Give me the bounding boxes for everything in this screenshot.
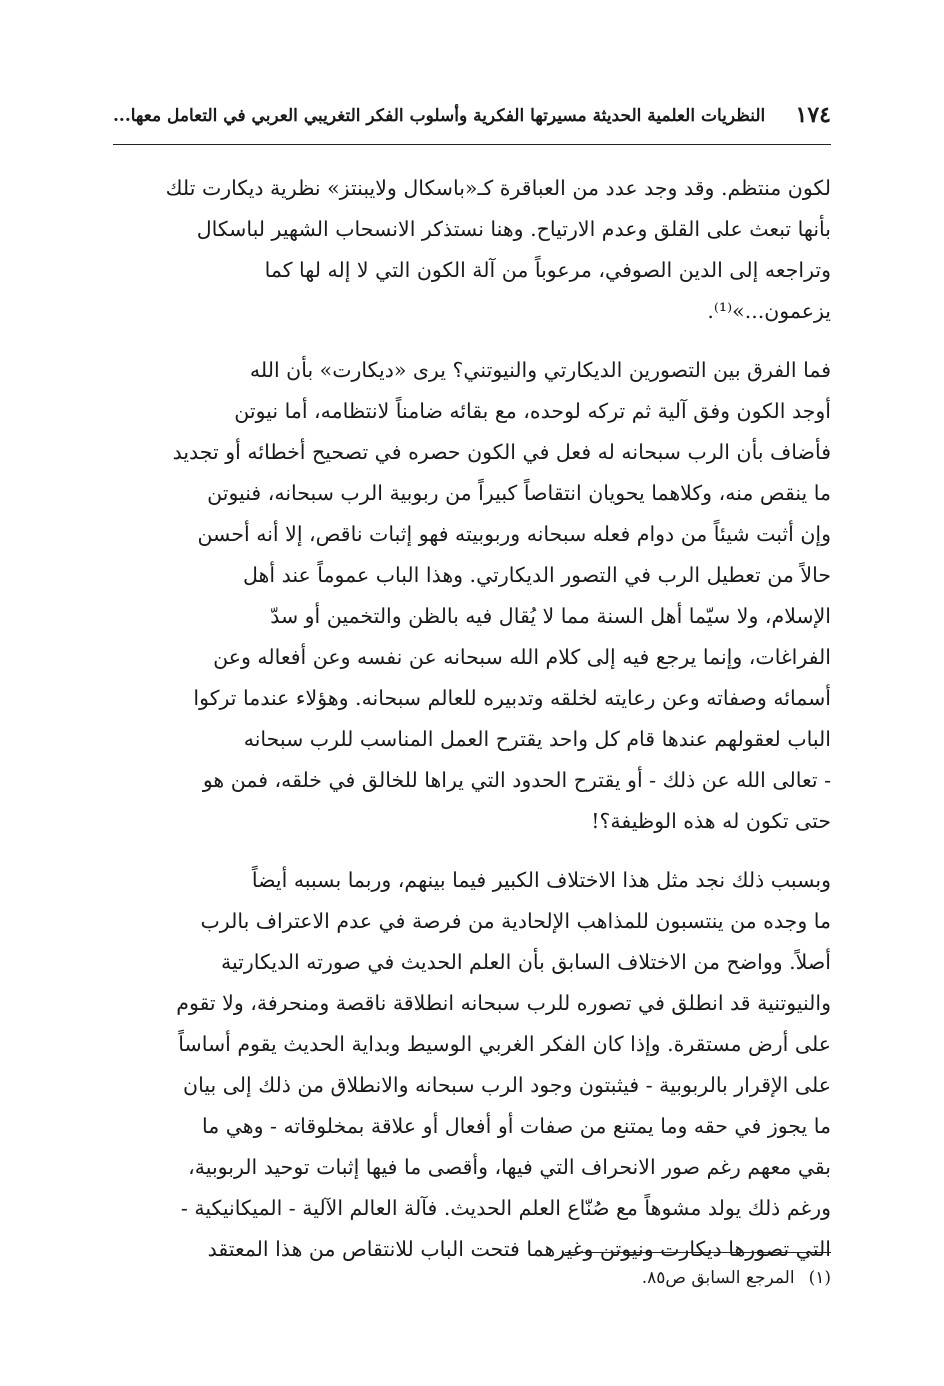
paragraph-gap <box>113 332 831 350</box>
text-line: والنيوتنية قد انطلق في تصوره للرب سبحانه انطلاقة ناقصة ومنحرفة، ولا تقوم <box>176 991 831 1015</box>
text-line: وبسبب ذلك نجد مثل هذا الاختلاف الكبير فيما بينهم، وربما بسببه أيضاً <box>251 868 831 892</box>
text-line: ما يجوز في حقه وما يمتنع من صفات أو أفعال أو علاقة بمخلوقاته - وهي ما <box>201 1114 831 1138</box>
text-line: حتى تكون له هذه الوظيفة؟! <box>591 809 831 833</box>
text-line: يزعمون...»⁽¹⁾. <box>707 299 831 323</box>
text-line: أوجد الكون وفق آلية ثم تركه لوحده، مع بقائه ضامناً لانتظامه، أما نيوتن <box>234 399 831 423</box>
text-line: بأنها تبعث على القلق وعدم الارتياح. وهنا نستذكر الانسحاب الشهير لباسكال <box>196 217 831 241</box>
text-line: بقي معهم رغم صور الانحراف التي فيها، وأقصى ما فيها إثبات توحيد الربوبية، <box>188 1155 831 1179</box>
text-line: أسمائه وصفاته وعن رعايته لخلقه وتدبيره للعالم سبحانه. وهؤلاء عندما تركوا <box>193 686 831 710</box>
text-line: ما ينقص منه، وكلاهما يحويان انتقاصاً كبيراً من ربوبية الرب سبحانه، فنيوتن <box>207 481 831 505</box>
text-line: وإن أثبت شيئاً من دوام فعله سبحانه وربوبيته فهو إثبات ناقص، إلا أنه أحسن <box>197 522 831 546</box>
text-line: ورغم ذلك يولد مشوهاً مع صُنّاع العلم الحديث. فآلة العالم الآلية - الميكانيكية - <box>180 1196 831 1220</box>
header-divider <box>113 144 831 145</box>
text-line: على أرض مستقرة. وإذا كان الفكر الغربي الوسيط وبداية الحديث يقوم أساساً <box>178 1032 831 1056</box>
footnote <box>113 1268 831 1288</box>
text-line: التي تصورها ديكارت ونيوتن وغيرهما فتحت الباب للانتقاص من هذا المعتقد <box>207 1237 831 1261</box>
text-line: أصلاً. وواضح من الاختلاف السابق بأن العلم الحديث في صورته الديكارتية <box>220 950 831 974</box>
footnote-marker: (١) <box>808 1268 831 1288</box>
text-line: - تعالى الله عن ذلك - أو يقترح الحدود التي يراها للخالق في خلقه، فمن هو <box>202 768 831 792</box>
text-line: الباب لعقولهم عندها قام كل واحد يقترح العمل المناسب للرب سبحانه <box>243 727 831 751</box>
running-title: النظريات العلمية الحديثة مسيرتها الفكرية وأسلوب الفكر التغريبي العربي في التعامل معها... <box>113 106 766 126</box>
text-line: ما وجده من ينتسبون للمذاهب الإلحادية من فرصة في عدم الاعتراف بالرب <box>200 909 831 933</box>
paragraph-gap <box>113 842 831 860</box>
text-line: الإسلام، ولا سيّما أهل السنة مما لا يُقال فيه بالظن والتخمين أو سدّ <box>270 604 831 628</box>
page-number: ١٧٤ <box>795 102 831 128</box>
text-line: الفراغات، وإنما يرجع فيه إلى كلام الله سبحانه عن نفسه وعن أفعاله وعن <box>213 645 831 669</box>
text-line: فأضاف بأن الرب سبحانه له فعل في الكون حصره في تصحيح أخطائه أو تجديد <box>172 440 831 464</box>
footnote-divider <box>565 1252 831 1253</box>
text-line: لكون منتظم. وقد وجد عدد من العباقرة كـ«باسكال ولايبنتز» نظرية ديكارت تلك <box>165 176 831 200</box>
text-line: وتراجعه إلى الدين الصوفي، مرعوباً من آلة الكون التي لا إله لها كما <box>264 258 831 282</box>
text-line: حالاً من تعطيل الرب في التصور الديكارتي. وهذا الباب عموماً عند أهل <box>243 563 831 587</box>
text-line: فما الفرق بين التصورين الديكارتي والنيوتني؟ يرى «ديكارت» بأن الله <box>249 358 831 382</box>
running-header <box>113 100 831 144</box>
body-text <box>113 168 831 1270</box>
footnote-text: المرجع السابق ص٨٥. <box>641 1268 795 1288</box>
text-line: على الإقرار بالربوبية - فيثبتون وجود الرب سبحانه والانطلاق من ذلك إلى بيان <box>183 1073 831 1097</box>
